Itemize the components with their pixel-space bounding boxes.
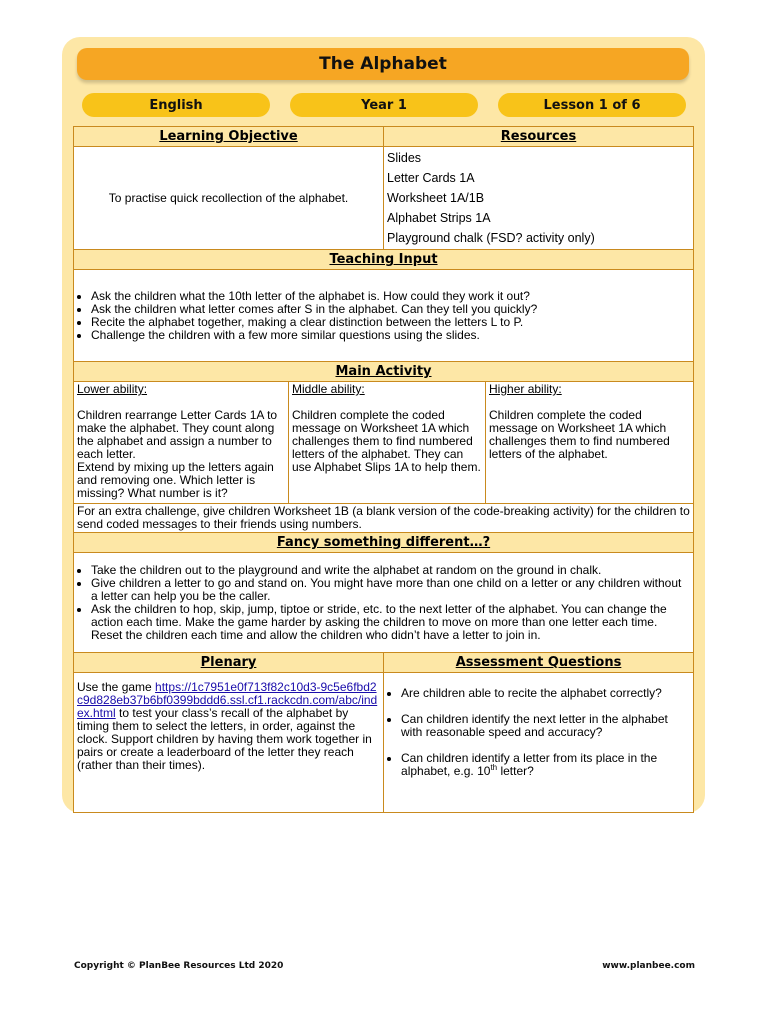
plenary-text: to test your class’s recall of the alphabet by timing them to select the letters, in order, against the clock. Support children by having them work together in pairs or create a leaderboard of the letter they reach (rather than their times). — [77, 706, 372, 772]
resources-heading — [384, 127, 694, 147]
higher-ability-text: Children complete the coded message on Worksheet 1A which challenges them to find numbered letters of the alphabet. — [489, 408, 670, 461]
resource-item: Worksheet 1A/1B — [387, 191, 485, 205]
plenary-heading — [74, 653, 384, 673]
plenary-cell — [74, 673, 384, 813]
list-item: • Give children a letter to go and stand on. You might have more than one child on a letter or any children without a letter can help you be the caller. — [91, 577, 690, 603]
assessment-heading — [384, 653, 694, 673]
higher-ability-label: Higher ability: — [489, 382, 562, 396]
resources-cell — [384, 147, 694, 250]
teaching-input-cell — [74, 270, 694, 362]
assessment-cell — [384, 673, 694, 813]
lesson-plan-grid — [73, 126, 693, 813]
lesson-plan-table — [73, 126, 694, 813]
middle-ability-label: Middle ability: — [292, 382, 365, 396]
middle-ability-text: Children complete the coded message on Worksheet 1A which challenges them to find numbered letters of the alphabet. They can use Alphabet Slips 1A to help them. — [292, 408, 481, 474]
resources-heading-text: Resources — [500, 129, 577, 144]
list-item — [401, 687, 690, 700]
lower-ability-extension: Extend by mixing up the letters again and removing one. Which letter is missing? What number is it? — [77, 460, 274, 500]
assessment-question: Are children able to recite the alphabet correctly? — [401, 686, 662, 700]
fancy-list — [77, 564, 690, 642]
subject-badge: English — [82, 93, 270, 117]
main-activity-heading-text: Main Activity — [335, 364, 432, 379]
copyright-text: Copyright © PlanBee Resources Ltd 2020 — [74, 961, 284, 971]
fancy-cell — [74, 553, 694, 653]
lower-ability-text: Children rearrange Letter Cards 1A to make the alphabet. They count along the alphabet and assign a number to each letter. — [77, 408, 278, 461]
list-item: • Recite the alphabet together, making a clear distinction between the letters L to P. — [91, 316, 690, 329]
title-bar — [77, 48, 689, 80]
fancy-heading — [74, 533, 694, 553]
list-item: • Ask the children what the 10th letter of the alphabet is. How could they work it out? — [91, 290, 690, 303]
list-item — [401, 752, 690, 778]
learning-objective-heading — [74, 127, 384, 147]
assessment-question: Can children identify a letter from its place in the alphabet, e.g. 10 — [401, 751, 658, 778]
main-activity-heading — [74, 362, 694, 382]
teaching-input-heading — [74, 250, 694, 270]
list-item: • Take the children out to the playground and write the alphabet at random on the ground in chalk. — [91, 564, 690, 577]
list-item — [401, 713, 690, 739]
page-title: The Alphabet — [319, 54, 447, 74]
assessment-heading-text: Assessment Questions — [455, 655, 622, 670]
lower-ability-cell — [74, 382, 289, 504]
list-item: • Ask the children to hop, skip, jump, tiptoe or stride, etc. to the next letter of the alphabet. You can change the action each time. Make the game harder by asking the children to move on more than one letter each time. Reset the children each time and allow the children who didn’t have a letter to join in. — [91, 603, 690, 642]
resource-item: Letter Cards 1A — [387, 171, 475, 185]
assessment-question: Can children identify the next letter in the alphabet with reasonable speed and accuracy? — [401, 712, 668, 739]
lesson-badge: Lesson 1 of 6 — [498, 93, 686, 117]
learning-objective-heading-text: Learning Objective — [159, 129, 298, 144]
plenary-heading-text: Plenary — [200, 655, 257, 670]
resource-item: Alphabet Strips 1A — [387, 211, 491, 225]
extra-challenge-text: For an extra challenge, give children Worksheet 1B (a blank version of the code-breaking activity) for the children to send coded messages to their friends using numbers. — [77, 504, 690, 531]
game-link[interactable]: https://1c7951e0f713f82c10d3-9c5e6fbd2c9d828eb37b6bf0399bddd6.ssl.cf1.rackcdn.com/abc/index.html — [77, 680, 378, 720]
resource-item: Slides — [387, 151, 422, 165]
extra-challenge-cell — [74, 504, 694, 533]
learning-objective-cell — [74, 147, 384, 250]
lower-ability-label: Lower ability: — [77, 382, 148, 396]
teaching-input-heading-text: Teaching Input — [329, 252, 438, 267]
plenary-prefix: Use the game — [77, 680, 156, 694]
resource-item: Playground chalk (FSD? activity only) — [387, 231, 595, 245]
ordinal-suffix: th — [490, 763, 498, 772]
website-text: www.planbee.com — [602, 961, 695, 971]
assessment-question-end: letter? — [497, 764, 534, 778]
higher-ability-cell — [486, 382, 694, 504]
fancy-heading-text: Fancy something different…? — [276, 535, 491, 550]
middle-ability-cell — [289, 382, 486, 504]
assessment-list — [387, 687, 690, 778]
list-item: • Challenge the children with a few more similar questions using the slides. — [91, 329, 690, 342]
list-item: • Ask the children what letter comes after S in the alphabet. Can they tell you quickly? — [91, 303, 690, 316]
teaching-input-list — [77, 290, 690, 342]
year-badge: Year 1 — [290, 93, 478, 117]
learning-objective-text: To practise quick recollection of the alphabet. — [108, 190, 349, 205]
